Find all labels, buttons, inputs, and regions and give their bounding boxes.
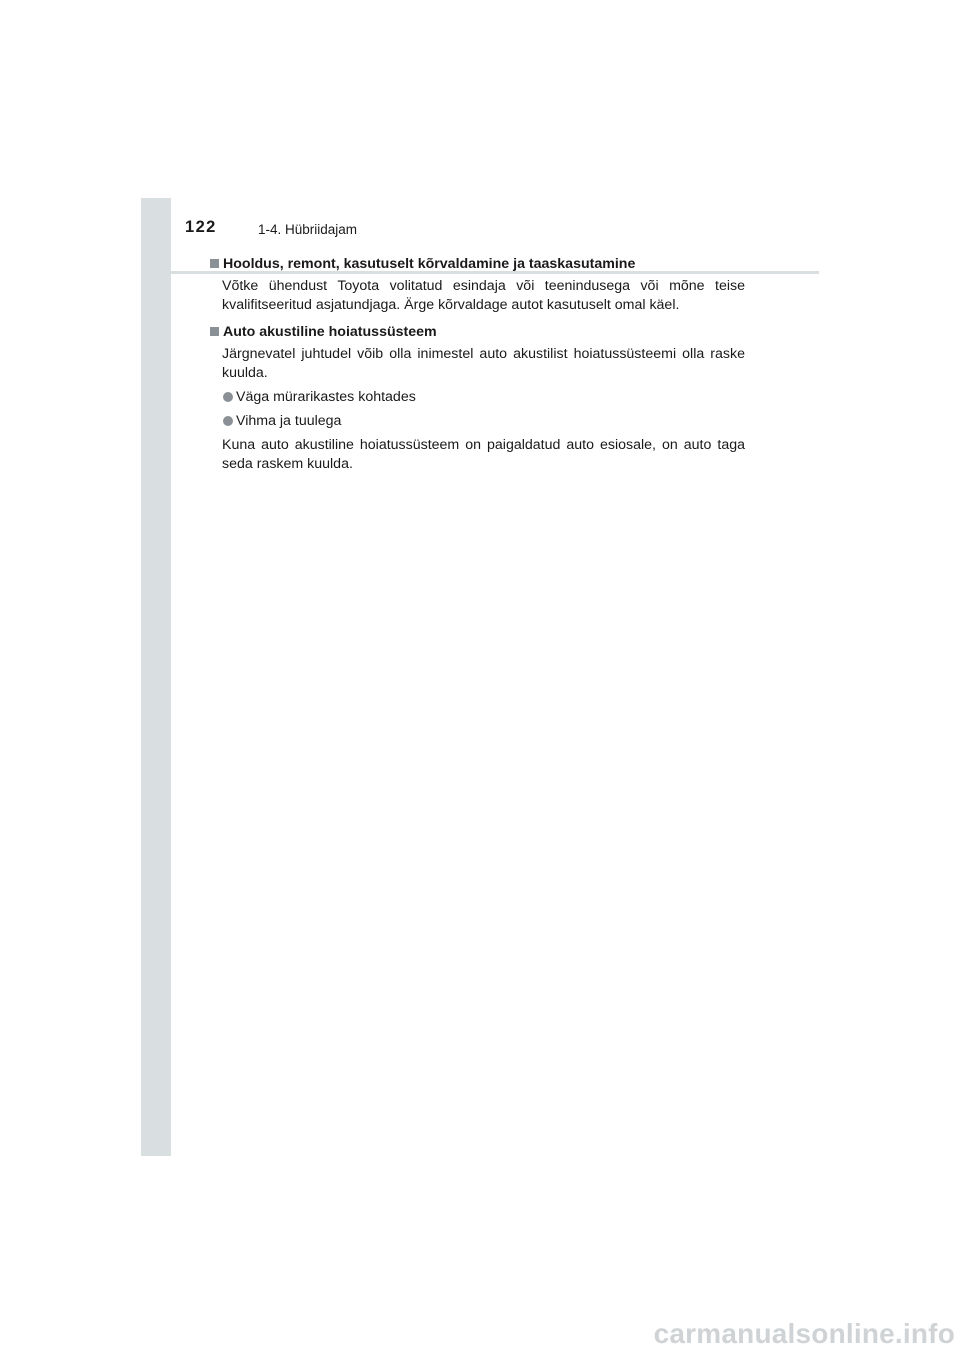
circle-bullet-icon [223, 392, 233, 402]
section-title: 1-4. Hübriidajam [258, 222, 358, 237]
section-maintenance [210, 255, 745, 315]
side-tab-band [141, 198, 171, 1156]
section-heading [210, 255, 745, 274]
list-item-text: Väga mürarikastes kohtades [236, 389, 416, 405]
heading-text: Hooldus, remont, kasutuselt kõrvaldamine ja taaskasutamine [223, 256, 636, 272]
section-closing-paragraph: Kuna auto akustiline hoiatussüsteem on paigaldatud auto esiosale, on auto taga seda raskem kuulda. [222, 437, 745, 472]
list-item-text: Vihma ja tuulega [236, 413, 342, 429]
section-paragraph: Võtke ühendust Toyota volitatud esindaja või teenindusega või mõne teise kvalifitseeritud asjatundjaga. Ärge kõrvaldage autot kasutuselt omal käel. [222, 278, 745, 313]
square-bullet-icon [210, 259, 219, 268]
section-acoustic-warning [210, 323, 745, 474]
list-item [210, 412, 745, 431]
page-content [210, 255, 745, 474]
section-paragraph: Järgnevatel juhtudel võib olla inimestel auto akustilist hoiatussüsteemi olla raske kuulda. [222, 346, 745, 381]
section-heading [210, 323, 745, 342]
list-item [210, 388, 745, 407]
heading-text: Auto akustiline hoiatussüsteem [223, 324, 437, 340]
watermark: carmanualsonline.info [653, 1318, 955, 1349]
square-bullet-icon [210, 327, 219, 336]
page-number: 122 [185, 218, 217, 236]
circle-bullet-icon [223, 416, 233, 426]
